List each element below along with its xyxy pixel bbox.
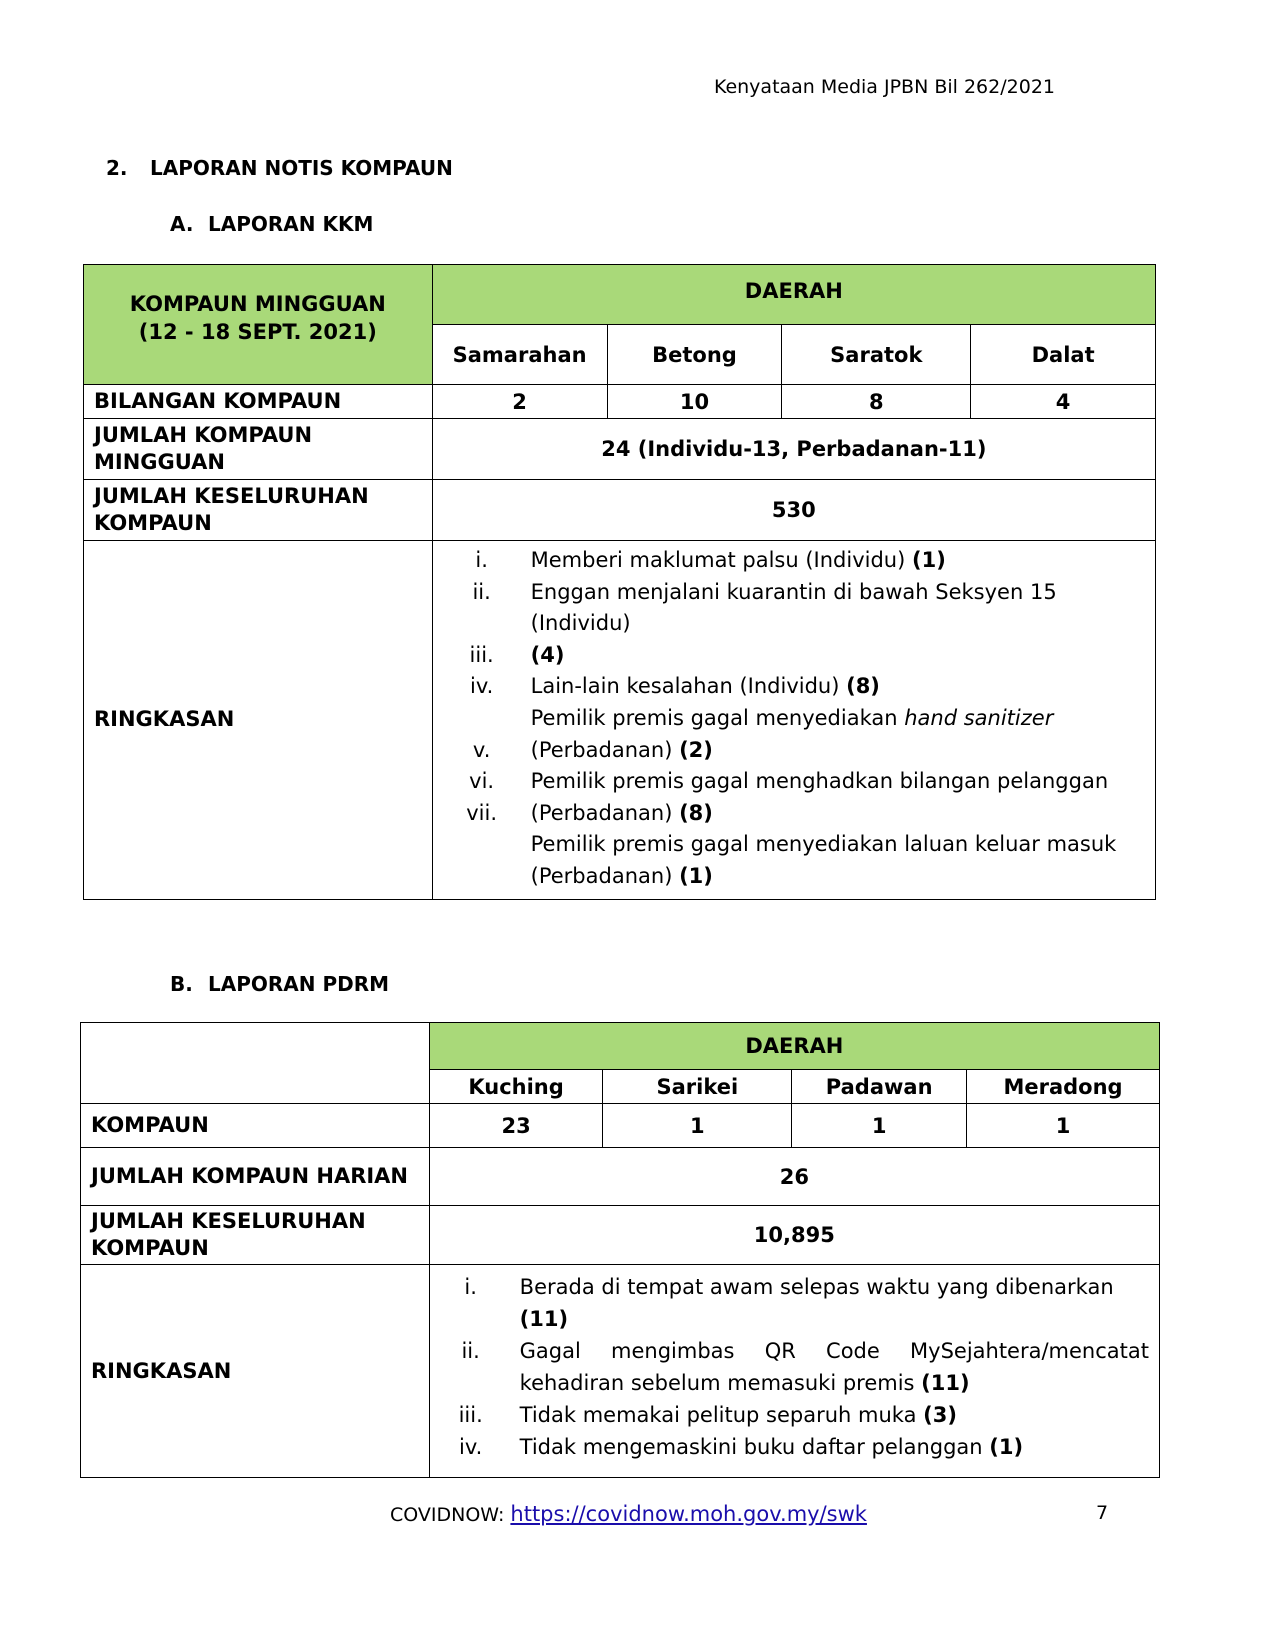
- kkm-bilangan-value: 4: [971, 385, 1156, 419]
- kkm-bilangan-value: 2: [432, 385, 607, 419]
- pdrm-daerah-header: DAERAH: [429, 1023, 1159, 1070]
- list-item-number: vi.: [469, 769, 495, 794]
- kkm-letter: A.: [170, 212, 194, 236]
- footer: [390, 1502, 867, 1526]
- pdrm-kompaun-value: 1: [967, 1104, 1160, 1148]
- list-item: Memberi maklumat palsu (Individu) (1): [530, 548, 946, 572]
- footer-label: COVIDNOW:: [390, 1504, 511, 1526]
- pdrm-jumlah-keseluruhan-label: JUMLAH KESELURUHAN KOMPAUN: [81, 1206, 430, 1265]
- kkm-district: Betong: [607, 325, 782, 385]
- pdrm-district: Meradong: [967, 1070, 1160, 1104]
- list-item: Enggan menjalani kuarantin di bawah Seksyen 15 (Individu): [530, 579, 1057, 636]
- section-title: [106, 156, 453, 180]
- section-number: 2.: [106, 156, 128, 180]
- list-item: i. Berada di tempat awam selepas waktu yang dibenarkan (11): [464, 1275, 1114, 1331]
- pdrm-kompaun-value: 1: [792, 1104, 967, 1148]
- kkm-corner-line2: (12 - 18 SEPT. 2021): [138, 319, 377, 344]
- pdrm-title: LAPORAN PDRM: [208, 972, 390, 996]
- pdrm-jumlah-harian-value: 26: [429, 1148, 1159, 1206]
- pdrm-jumlah-keseluruhan-value: 10,895: [429, 1206, 1159, 1265]
- list-item: iii. Tidak memakai pelitup separuh muka (3): [458, 1403, 957, 1427]
- list-item: iv. Tidak mengemaskini buku daftar pelanggan (1): [459, 1435, 1024, 1459]
- list-item: (4): [530, 642, 565, 667]
- pdrm-table: [80, 1022, 1160, 1478]
- list-item: ii. Gagal mengimbas QR Code MySejahtera/mencatat kehadiran sebelum memasuki premis (11): [461, 1339, 1149, 1395]
- kkm-bilangan-value: 10: [607, 385, 782, 419]
- list-item: Pemilik premis gagal menghadkan bilangan pelanggan: [530, 769, 1109, 794]
- list-item-number: ii.: [472, 579, 491, 604]
- list-item: Pemilik premis gagal menyediakan hand sanitizer: [530, 705, 1054, 730]
- kkm-corner-line1: KOMPAUN MINGGUAN: [129, 291, 386, 316]
- list-item: (Perbadanan) (1): [530, 863, 713, 888]
- kkm-title: LAPORAN KKM: [208, 212, 374, 236]
- list-item: Pemilik premis gagal menyediakan laluan keluar masuk: [530, 832, 1117, 857]
- kkm-jumlah-mingguan-label: JUMLAH KOMPAUN MINGGUAN: [84, 419, 433, 480]
- pdrm-kompaun-value: 1: [603, 1104, 792, 1148]
- list-item: (Perbadanan) (8): [530, 800, 713, 825]
- kkm-corner-cell: [84, 265, 433, 385]
- kkm-bilangan-label: BILANGAN KOMPAUN: [84, 385, 433, 419]
- kkm-jumlah-keseluruhan-label: JUMLAH KESELURUHAN KOMPAUN: [84, 480, 433, 541]
- kkm-ringkasan-label: RINGKASAN: [84, 541, 433, 900]
- section-title-text: LAPORAN NOTIS KOMPAUN: [150, 156, 453, 180]
- pdrm-subtitle: [170, 972, 389, 996]
- pdrm-corner-cell: [81, 1023, 430, 1104]
- kkm-jumlah-mingguan-value: 24 (Individu-13, Perbadanan-11): [432, 419, 1155, 480]
- list-item-number: i.: [475, 548, 488, 572]
- pdrm-ringkasan-label: RINGKASAN: [81, 1265, 430, 1478]
- kkm-ringkasan-list: [432, 541, 1155, 900]
- list-item: Lain-lain kesalahan (Individu) (8): [530, 674, 880, 699]
- kkm-table: [83, 264, 1156, 900]
- kkm-daerah-header: DAERAH: [432, 265, 1155, 325]
- list-item-number: vii.: [466, 800, 498, 825]
- list-item-number: v.: [472, 737, 491, 762]
- kkm-ringkasan-texts: [513, 545, 1131, 893]
- covidnow-link[interactable]: https://covidnow.moh.gov.my/swk: [510, 1502, 867, 1526]
- pdrm-district: Sarikei: [603, 1070, 792, 1104]
- pdrm-kompaun-value: 23: [429, 1104, 603, 1148]
- list-item: (Perbadanan) (2): [530, 737, 713, 762]
- pdrm-district: Kuching: [429, 1070, 603, 1104]
- list-item-number: iii.: [469, 642, 494, 667]
- pdrm-ringkasan-list: [429, 1265, 1159, 1478]
- pdrm-kompaun-label: KOMPAUN: [81, 1104, 430, 1148]
- kkm-district: Dalat: [971, 325, 1156, 385]
- pdrm-letter: B.: [170, 972, 193, 996]
- kkm-jumlah-keseluruhan-value: 530: [432, 480, 1155, 541]
- kkm-district: Samarahan: [432, 325, 607, 385]
- kkm-subtitle: [170, 212, 373, 236]
- page-number: 7: [1096, 1502, 1109, 1524]
- kkm-bilangan-value: 8: [782, 385, 971, 419]
- kkm-ringkasan-numerals: [451, 545, 513, 893]
- pdrm-jumlah-harian-label: JUMLAH KOMPAUN HARIAN: [81, 1148, 430, 1206]
- kkm-district: Saratok: [782, 325, 971, 385]
- pdrm-district: Padawan: [792, 1070, 967, 1104]
- list-item-number: iv.: [469, 674, 494, 699]
- header-reference: Kenyataan Media JPBN Bil 262/2021: [713, 76, 1055, 98]
